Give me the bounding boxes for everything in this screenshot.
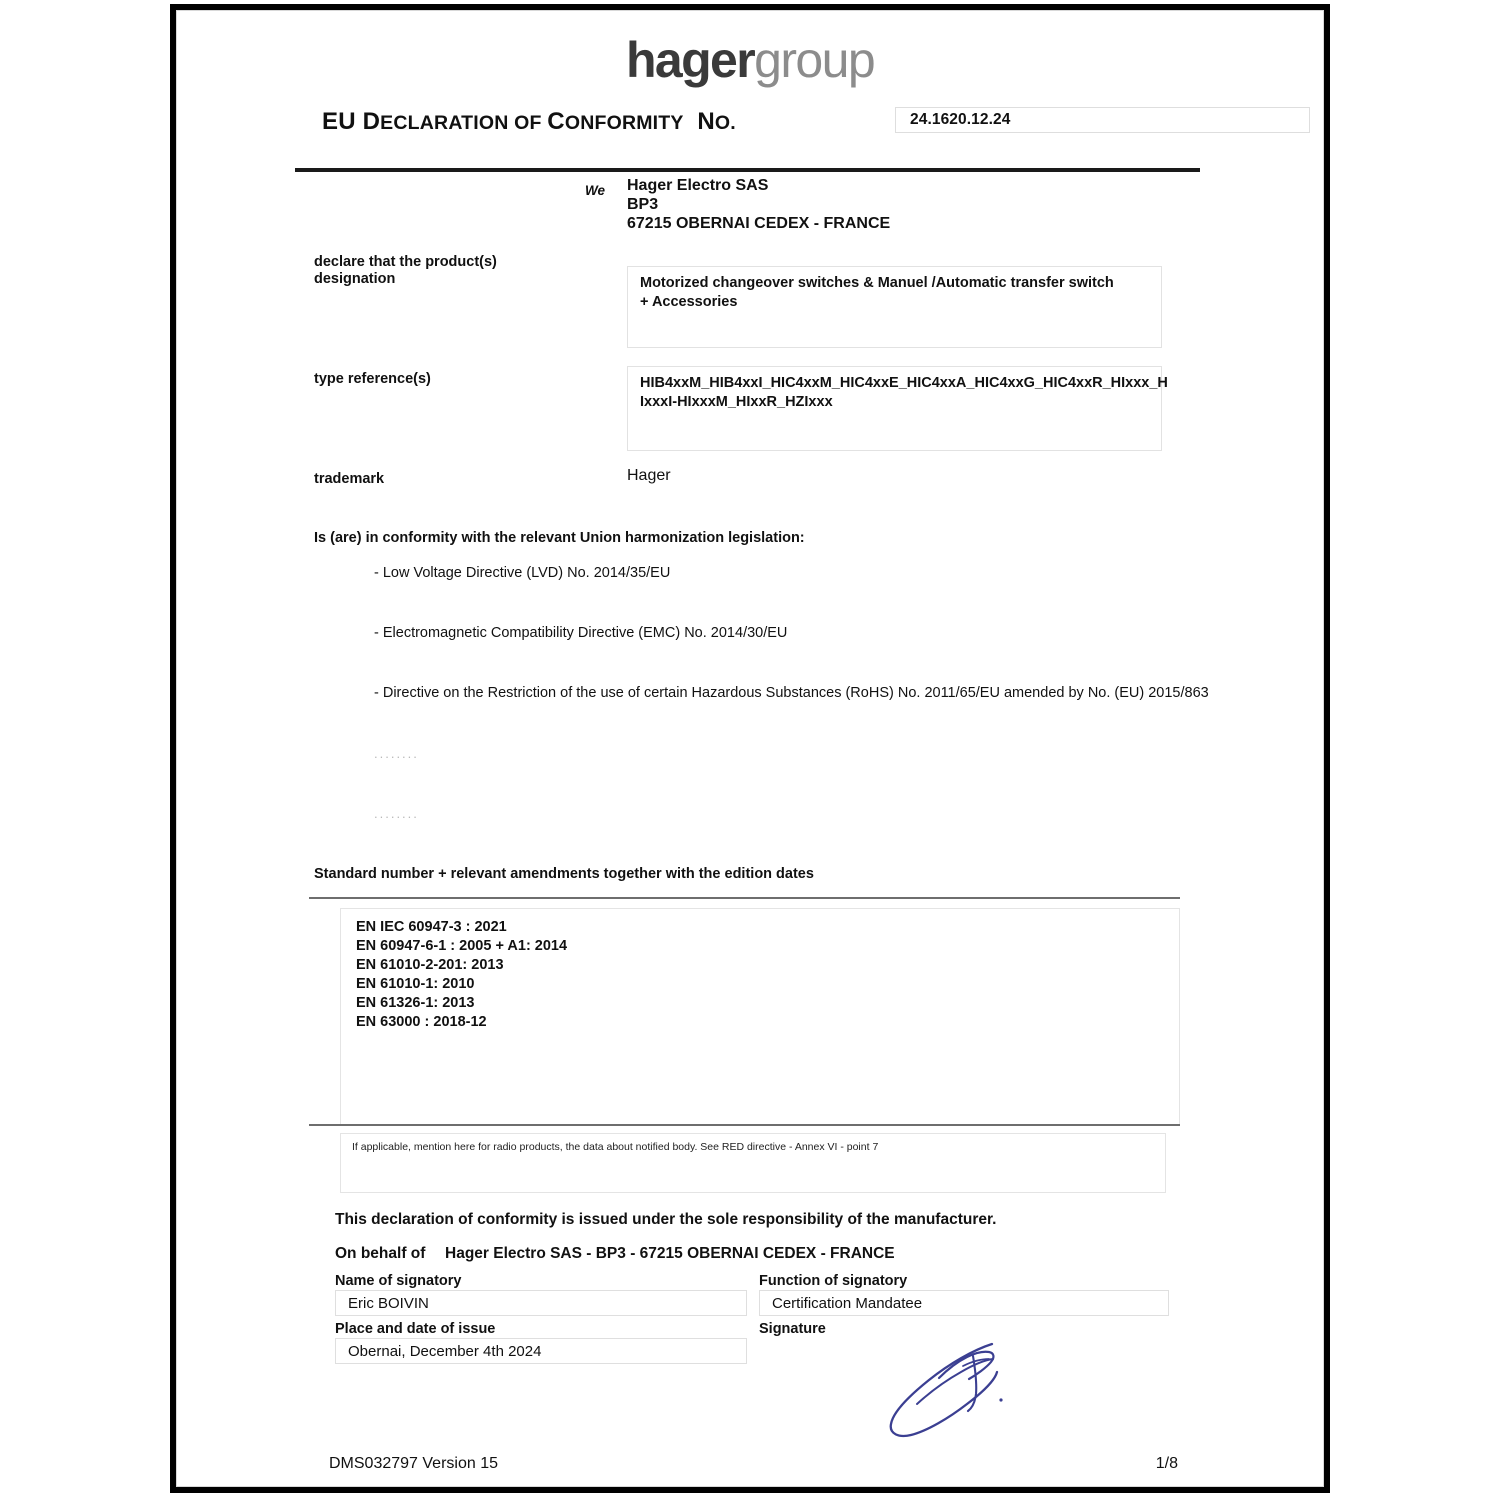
standard-item: EN 60947-6-1 : 2005 + A1: 2014	[356, 938, 568, 954]
place-and-date-field[interactable]	[335, 1338, 747, 1364]
standards-heading: Standard number + relevant amendments together with the edition dates	[314, 866, 814, 882]
responsibility-statement: This declaration of conformity is issued under the sole responsibility of the manufacturer.	[335, 1211, 997, 1228]
page-title	[322, 108, 736, 136]
on-behalf-label: On behalf of	[335, 1245, 426, 1262]
declaration-number-value: 24.1620.12.24	[910, 111, 1011, 128]
title-of: OF	[508, 112, 548, 134]
declarant-city: 67215 OBERNAI CEDEX - FRANCE	[627, 215, 891, 232]
directive-emc: - Electromagnetic Compatibility Directive (EMC) No. 2014/30/EU	[374, 625, 788, 641]
designation-field[interactable]	[627, 266, 1162, 348]
hager-group-logo	[177, 32, 1323, 88]
declarant-po-box: BP3	[627, 196, 659, 213]
directive-rohs: - Directive on the Restriction of the use of certain Hazardous Substances (RoHS) No. 2011/65/EU amended by No. (EU) 2015/863	[374, 685, 1209, 701]
place-and-date-label: Place and date of issue	[335, 1321, 496, 1337]
title-declaration-cap: D	[362, 108, 381, 135]
title-conformity-rest: ONFORMITY	[564, 112, 684, 134]
document-page	[170, 4, 1330, 1493]
standards-list	[356, 918, 567, 1032]
title-no-rest: O.	[714, 112, 736, 134]
type-reference-line2: IxxxI-HIxxxM_HIxxR_HZIxxx	[640, 394, 833, 410]
we-label: We	[585, 183, 606, 198]
directive-placeholder-2: ........	[374, 806, 419, 821]
standard-item: EN 61010-2-201: 2013	[356, 957, 504, 973]
footer-page-number: 1/8	[1155, 1455, 1178, 1472]
standard-item: EN IEC 60947-3 : 2021	[356, 919, 507, 935]
type-reference-field[interactable]	[627, 366, 1168, 451]
logo-text-group: group	[754, 32, 875, 88]
signature-label: Signature	[759, 1321, 826, 1337]
declare-label-line1: declare that the product(s)	[314, 254, 497, 270]
standards-divider-rule	[309, 897, 1180, 899]
signature-image	[877, 1336, 1047, 1461]
title-declaration-rest: ECLARATION	[380, 112, 509, 134]
title-conformity-cap: C	[547, 108, 565, 135]
name-of-signatory-label: Name of signatory	[335, 1273, 462, 1289]
title-no-cap: N	[697, 108, 715, 135]
logo-text-hager: hager	[625, 32, 755, 88]
standards-field[interactable]	[340, 908, 1180, 1126]
standard-item: EN 63000 : 2018-12	[356, 1014, 487, 1030]
place-and-date-value: Obernai, December 4th 2024	[348, 1343, 542, 1360]
on-behalf-value: Hager Electro SAS - BP3 - 67215 OBERNAI CEDEX - FRANCE	[445, 1245, 895, 1262]
signature-icon	[877, 1336, 1047, 1461]
directive-lvd: - Low Voltage Directive (LVD) No. 2014/35/EU	[374, 565, 671, 581]
title-row	[322, 107, 1301, 139]
function-of-signatory-field[interactable]	[759, 1290, 1169, 1316]
declare-label-line2: designation	[314, 271, 396, 287]
notified-body-field[interactable]	[340, 1133, 1166, 1193]
name-of-signatory-field[interactable]	[335, 1290, 747, 1316]
notified-body-hint: If applicable, mention here for radio products, the data about notified body. See RED directive - Annex VI - point 7	[352, 1141, 879, 1153]
declarant-company: Hager Electro SAS	[627, 177, 769, 194]
trademark-value: Hager	[627, 467, 671, 484]
declaration-number-field[interactable]	[895, 107, 1310, 133]
designation-text	[640, 274, 1153, 312]
function-of-signatory-label: Function of signatory	[759, 1273, 908, 1289]
directive-placeholder-1: ........	[374, 746, 419, 761]
header-divider-rule	[295, 168, 1200, 172]
document-sheet	[176, 10, 1324, 1487]
designation-line1: Motorized changeover switches & Manuel /Automatic transfer switch	[640, 275, 1114, 291]
type-reference-text	[640, 374, 1168, 412]
type-reference-line1: HIB4xxM_HIB4xxI_HIC4xxM_HIC4xxE_HIC4xxA_HIC4xxG_HIC4xxR_HIxxx_H	[640, 375, 1168, 391]
type-reference-label: type reference(s)	[314, 371, 431, 387]
footer-document-ref: DMS032797 Version 15	[329, 1455, 498, 1472]
designation-line2: + Accessories	[640, 294, 738, 310]
standard-item: EN 61326-1: 2013	[356, 995, 475, 1011]
standard-item: EN 61010-1: 2010	[356, 976, 475, 992]
notified-body-divider-rule	[309, 1124, 1180, 1126]
name-of-signatory-value: Eric BOIVIN	[348, 1295, 429, 1312]
function-of-signatory-value: Certification Mandatee	[772, 1295, 923, 1312]
trademark-label: trademark	[314, 471, 385, 487]
title-eu: EU	[322, 108, 356, 135]
conformity-heading: Is (are) in conformity with the relevant Union harmonization legislation:	[314, 530, 805, 546]
